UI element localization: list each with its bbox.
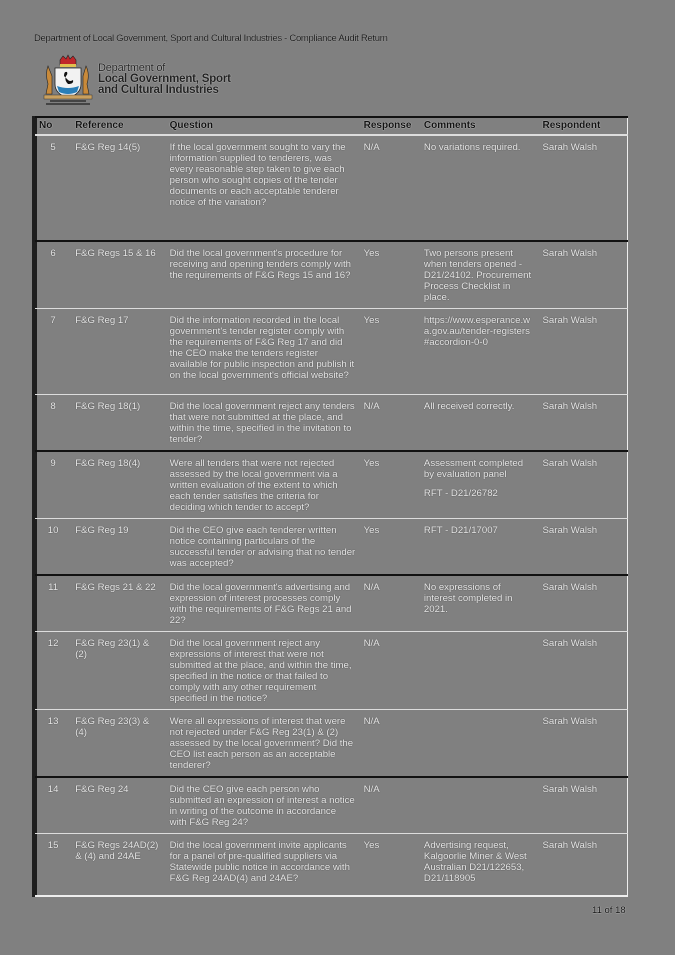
column-header-comments: Comments (420, 117, 539, 135)
cell-no: 10 (34, 519, 72, 576)
cell-reference: F&G Reg 19 (71, 519, 165, 576)
cell-no: 7 (34, 309, 72, 395)
cell-respondent: Sarah Walsh (539, 777, 628, 834)
cell-comments: Two persons present when tenders opened - D21/24102. Procurement Process Checklist in place. (420, 241, 539, 309)
table-header-row (34, 117, 628, 135)
cell-reference: F&G Regs 15 & 16 (71, 241, 165, 309)
cell-reference: F&G Reg 24 (71, 777, 165, 834)
table-row (34, 135, 628, 241)
department-name (98, 63, 231, 96)
cell-question: Did the local government invite applicants for a panel of pre-qualified suppliers via Statewide public notice in accordance with F&G Reg 24AD(4) and 24AE? (166, 834, 360, 896)
cell-response: N/A (360, 632, 420, 710)
cell-respondent: Sarah Walsh (539, 710, 628, 778)
cell-respondent: Sarah Walsh (539, 632, 628, 710)
cell-no: 12 (34, 632, 72, 710)
compliance-audit-table (32, 116, 628, 897)
comment-reference: RFT - D21/26782 (423, 488, 498, 499)
cell-comments: RFT - D21/17007 (420, 519, 539, 576)
cell-response: N/A (360, 135, 420, 241)
cell-no: 13 (34, 710, 72, 778)
cell-reference: F&G Reg 14(5) (71, 135, 165, 241)
cell-no: 9 (34, 451, 72, 519)
column-header-reference: Reference (71, 117, 165, 135)
cell-response: Yes (360, 834, 420, 896)
cell-question: Were all expressions of interest that were not rejected under F&G Reg 23(1) & (2) assessed by the local government? Did the CEO list each person as an acceptable tenderer? (166, 710, 360, 778)
cell-no: 15 (34, 834, 72, 896)
cell-question: Did the local government reject any tenders that were not submitted at the place, and within the time, specified in the invitation to tender? (166, 395, 360, 452)
cell-reference: F&G Reg 18(4) (71, 451, 165, 519)
cell-comments (420, 777, 539, 834)
cell-respondent: Sarah Walsh (539, 309, 628, 395)
column-header-question: Question (166, 117, 360, 135)
cell-question: Did the local government reject any expressions of interest that were not submitted at the place, and within the time, specified in the notice or that failed to comply with any other requirement specified in the notice? (166, 632, 360, 710)
table-row (34, 519, 628, 576)
cell-comments (420, 710, 539, 778)
cell-comments: No variations required. (420, 135, 539, 241)
column-header-no: No (34, 117, 72, 135)
cell-no: 11 (34, 575, 72, 632)
page-number: 11 of 18 (592, 905, 626, 916)
cell-comments: Advertising request, Kalgoorlie Miner & West Australian D21/122653, D21/118905 (420, 834, 539, 896)
cell-no: 14 (34, 777, 72, 834)
cell-question: Were all tenders that were not rejected assessed by the local government via a written evaluation of the extent to which each tender satisfies the criteria for deciding which tender to accept? (166, 451, 360, 519)
cell-respondent: Sarah Walsh (539, 834, 628, 896)
table-row (34, 632, 628, 710)
cell-question: Did the information recorded in the local government's tender register comply with the requirements of F&G Reg 17 and did the CEO make the tenders register available for public inspection and publish it on the local government's official website? (166, 309, 360, 395)
cell-no: 6 (34, 241, 72, 309)
wa-government-crest-icon (40, 54, 96, 106)
cell-response: Yes (360, 241, 420, 309)
cell-comments: https://www.esperance.wa.gov.au/tender-registers#accordion-0-0 (420, 309, 539, 395)
cell-reference: F&G Reg 23(1) & (2) (71, 632, 165, 710)
cell-reference: F&G Reg 17 (71, 309, 165, 395)
cell-reference: F&G Regs 21 & 22 (71, 575, 165, 632)
column-header-response: Response (360, 117, 420, 135)
cell-question: Did the local government's advertising and expression of interest processes comply with the requirements of F&G Regs 21 and 22? (166, 575, 360, 632)
column-header-respondent: Respondent (539, 117, 628, 135)
cell-comments (420, 632, 539, 710)
cell-response: Yes (360, 309, 420, 395)
cell-response: Yes (360, 451, 420, 519)
cell-response: N/A (360, 575, 420, 632)
cell-comments: All received correctly. (420, 395, 539, 452)
table-row (34, 834, 628, 896)
cell-response: Yes (360, 519, 420, 576)
cell-reference: F&G Reg 23(3) & (4) (71, 710, 165, 778)
department-logo (40, 54, 231, 106)
cell-response: N/A (360, 710, 420, 778)
cell-no: 8 (34, 395, 72, 452)
cell-respondent: Sarah Walsh (539, 575, 628, 632)
department-name-line1: Department of (98, 62, 166, 74)
cell-respondent: Sarah Walsh (539, 519, 628, 576)
cell-respondent: Sarah Walsh (539, 241, 628, 309)
table-row (34, 309, 628, 395)
table-row (34, 241, 628, 309)
cell-question: Did the CEO give each person who submitted an expression of interest a notice in writing of the outcome in accordance with F&G Reg 24? (166, 777, 360, 834)
cell-question: Did the local government's procedure for receiving and opening tenders comply with the requirements of F&G Regs 15 and 16? (166, 241, 360, 309)
department-name-line3: and Cultural Industries (98, 84, 219, 96)
cell-reference: F&G Regs 24AD(2) & (4) and 24AE (71, 834, 165, 896)
cell-respondent: Sarah Walsh (539, 451, 628, 519)
cell-comments: No expressions of interest completed in 2021. (420, 575, 539, 632)
cell-response: N/A (360, 395, 420, 452)
cell-no: 5 (34, 135, 72, 241)
cell-question: If the local government sought to vary the information supplied to tenderers, was every reasonable step taken to give each person who sought copies of the tender documents or each acceptable tenderer notice of the variation? (166, 135, 360, 241)
table-row (34, 395, 628, 452)
comment-text: Assessment completed by evaluation panel (423, 458, 524, 480)
cell-respondent: Sarah Walsh (539, 135, 628, 241)
table-row (34, 575, 628, 632)
table-row (34, 777, 628, 834)
cell-reference: F&G Reg 18(1) (71, 395, 165, 452)
document-running-header: Department of Local Government, Sport and Cultural Industries - Compliance Audit Return (34, 33, 388, 44)
cell-comments (420, 451, 539, 519)
department-name-line2: Local Government, Sport (98, 73, 231, 85)
cell-response: N/A (360, 777, 420, 834)
table-row (34, 451, 628, 519)
cell-question: Did the CEO give each tenderer written notice containing particulars of the successful tender or advising that no tender was accepted? (166, 519, 360, 576)
cell-respondent: Sarah Walsh (539, 395, 628, 452)
table-row (34, 710, 628, 778)
